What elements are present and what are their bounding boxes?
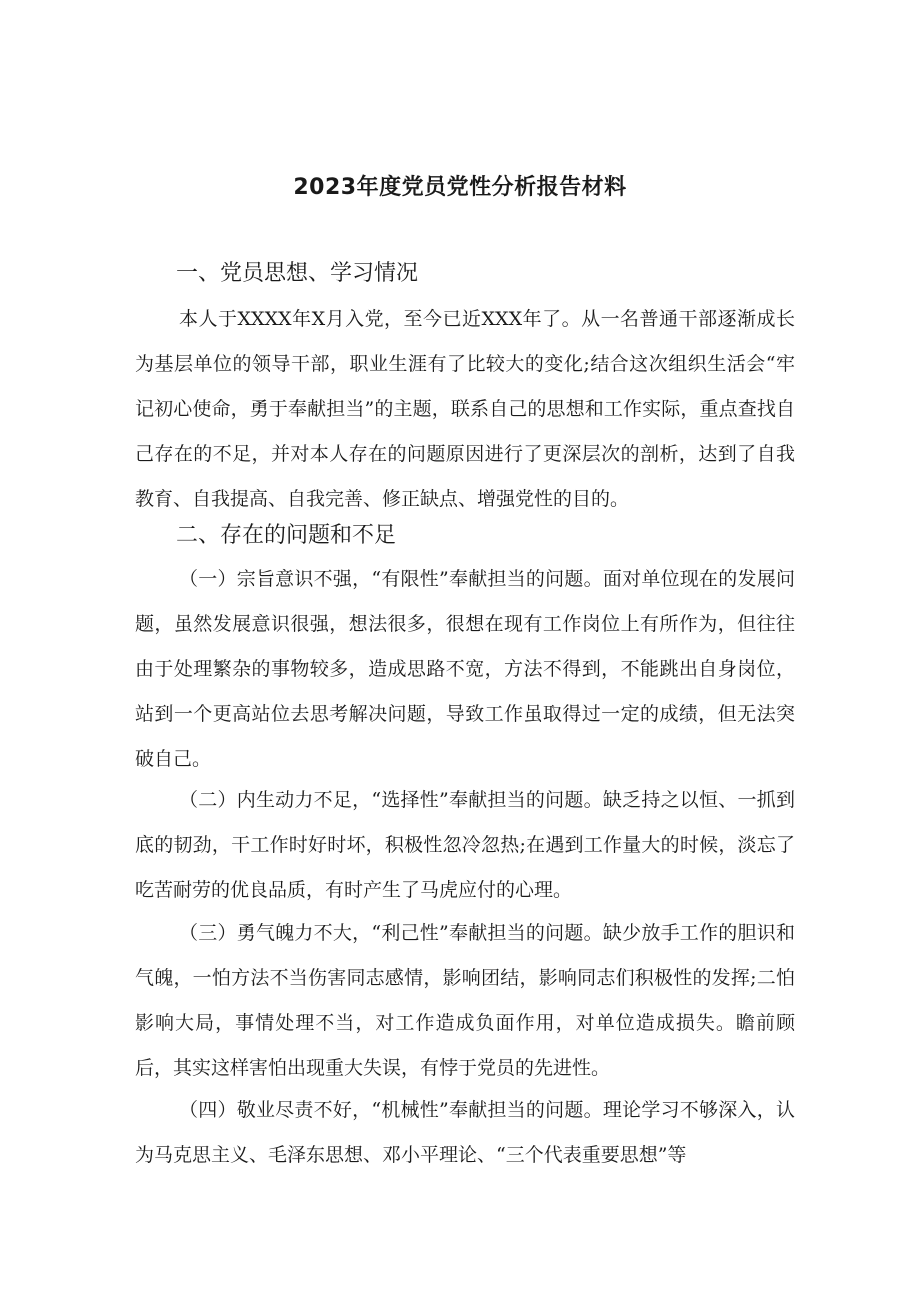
paragraph-problem-1: （一）宗旨意识不强，“有限性”奉献担当的问题。面对单位现在的发展问题，虽然发展意识很强，想法很多，很想在现有工作岗位上有所作为，但往往由于处理繁杂的事物较多，造成思路不宽，方法不得到，不能跳出自身岗位，站到一个更高站位去思考解决问题，导致工作虽取得过一定的成绩，但无法突破自己。 (135, 568, 795, 770)
section-heading-2: 二、存在的问题和不足 (176, 523, 397, 548)
paragraph-problem-2: （二）内生动力不足，“选择性”奉献担当的问题。缺乏持之以恒、一抓到底的韧劲，干工作时好时坏，积极性忽冷忽热;在遇到工作量大的时候，淡忘了吃苦耐劳的优良品质，有时产生了马虎应付的心理。 (135, 789, 795, 901)
paragraph-problem-3: （三）勇气魄力不大，“利己性”奉献担当的问题。缺少放手工作的胆识和气魄，一怕方法不当伤害同志感情，影响团结，影响同志们积极性的发挥;二怕影响大局，事情处理不当，对工作造成负面作用，对单位造成损失。瞻前顾后，其实这样害怕出现重大失误，有悖于党员的先进性。 (135, 922, 795, 1079)
paragraph-problem-4: （四）敬业尽责不好，“机械性”奉献担当的问题。理论学习不够深入，认为马克思主义、毛泽东思想、邓小平理论、“三个代表重要思想”等 (135, 1099, 795, 1166)
document-title: 2023年度党员党性分析报告材料 (293, 175, 627, 200)
section-heading-1: 一、党员思想、学习情况 (176, 261, 419, 286)
paragraph-party-thought: 本人于XXXX年X月入党，至今已近XXX年了。从一名普通干部逐渐成长为基层单位的领导干部，职业生涯有了比较大的变化;结合这次组织生活会“牢记初心使命，勇于奉献担当”的主题，联系自己的思想和工作实际，重点查找自己存在的不足，并对本人存在的问题原因进行了更深层次的剖析，达到了自我教育、自我提高、自我完善、修正缺点、增强党性的目的。 (135, 308, 795, 510)
